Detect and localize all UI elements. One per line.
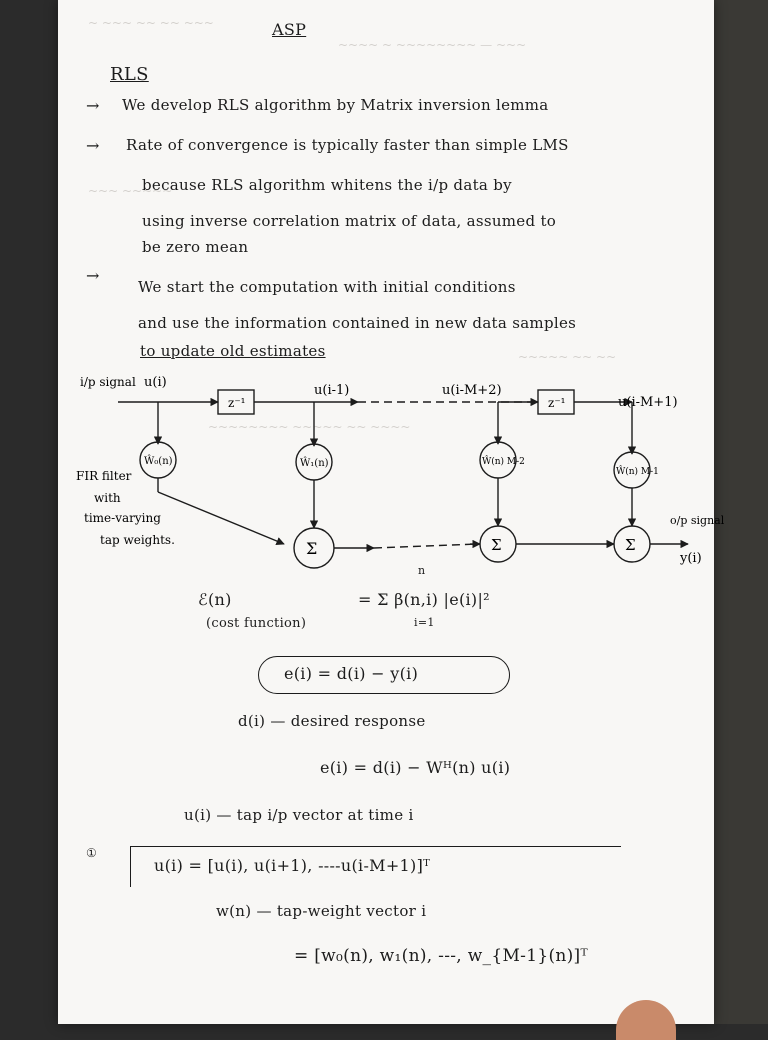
w-vector-definition: = [w₀(n), w₁(n), ---, w_{M-1}(n)]ᵀ — [294, 946, 588, 966]
cost-function-formula: = Σ β(n,i) |e(i)|² — [358, 590, 490, 609]
page-title: ASP — [272, 20, 307, 39]
bleed-through-text: ~~~ ~~~~~ — [88, 184, 173, 198]
tap-input-note: u(i) — tap i/p vector at time i — [184, 806, 414, 824]
fir-filter-label: tap weights. — [100, 533, 175, 547]
fir-filter-label: with — [94, 491, 121, 505]
tap-weight-note: w(n) — tap-weight vector i — [216, 902, 427, 920]
delay-label: z⁻¹ — [548, 396, 566, 410]
u-vector-definition: u(i) = [u(i), u(i+1), ----u(i-M+1)]ᵀ — [154, 856, 431, 875]
u-iM2-label: u(i-M+2) — [442, 383, 502, 398]
background-right — [714, 0, 768, 1024]
notebook-page — [58, 0, 725, 1024]
note-line: using inverse correlation matrix of data, assumed to — [142, 212, 557, 230]
u-i-label: u(i) — [144, 375, 167, 390]
sum-upper-limit: n — [418, 564, 426, 577]
error-definition: e(i) = d(i) − y(i) — [284, 664, 419, 683]
error-expanded: e(i) = d(i) − Wᴴ(n) u(i) — [320, 758, 511, 777]
sum-lower-limit: i=1 — [414, 616, 435, 629]
delay-label: z⁻¹ — [228, 396, 246, 410]
output-signal-label: o/p signal — [670, 514, 725, 527]
bullet-arrow: → — [86, 136, 100, 155]
sum-label: Σ — [306, 539, 318, 558]
note-line: to update old estimates — [140, 342, 326, 360]
note-line: We develop RLS algorithm by Matrix inversion lemma — [122, 96, 549, 114]
section-heading: RLS — [110, 64, 149, 85]
weight-w1-label: Ŵ₁(n) — [300, 458, 329, 469]
bullet-arrow: → — [86, 96, 100, 115]
note-line: We start the computation with initial conditions — [138, 278, 516, 296]
fir-filter-label: time-varying — [84, 511, 161, 525]
u-iM1-label: u(i-M+1) — [618, 395, 678, 410]
u-i1-label: u(i-1) — [314, 383, 350, 398]
sum-label: Σ — [491, 536, 502, 554]
desired-response-note: d(i) — desired response — [238, 712, 426, 730]
note-line: and use the information contained in new data samples — [138, 314, 577, 332]
weight-wM1-label: Ŵ(n) M-1 — [616, 467, 659, 477]
cost-function-symbol: ℰ(n) — [198, 590, 232, 609]
sum-label: Σ — [625, 536, 636, 554]
note-line: Rate of convergence is typically faster than simple LMS — [126, 136, 569, 154]
input-signal-label: i/p signal — [80, 375, 136, 389]
fir-filter-diagram — [58, 372, 725, 566]
bullet-arrow: → — [86, 266, 100, 285]
circled-number: ① — [86, 846, 98, 860]
fir-filter-label: FIR filter — [76, 469, 132, 483]
weight-w0-label: Ŵ₀(n) — [144, 456, 173, 467]
bleed-through-text: ~~~~ ~ ~~~~~~~~ — ~~~ — [338, 38, 527, 52]
cost-function-note: (cost function) — [206, 616, 307, 631]
bleed-through-text: ~ ~~~ ~~ ~~ ~~~ — [88, 16, 214, 30]
weight-wM2-label: Ŵ(n) M-2 — [482, 457, 525, 467]
bleed-through-text: ~~~~~~~~ ~~~~~ ~~ ~~~~ — [208, 420, 411, 434]
y-i-label: y(i) — [680, 551, 702, 566]
note-line: be zero mean — [142, 238, 249, 256]
note-line: because RLS algorithm whitens the i/p data by — [142, 176, 512, 194]
bleed-through-text: ~~~~~ ~~ ~~ — [518, 350, 617, 364]
